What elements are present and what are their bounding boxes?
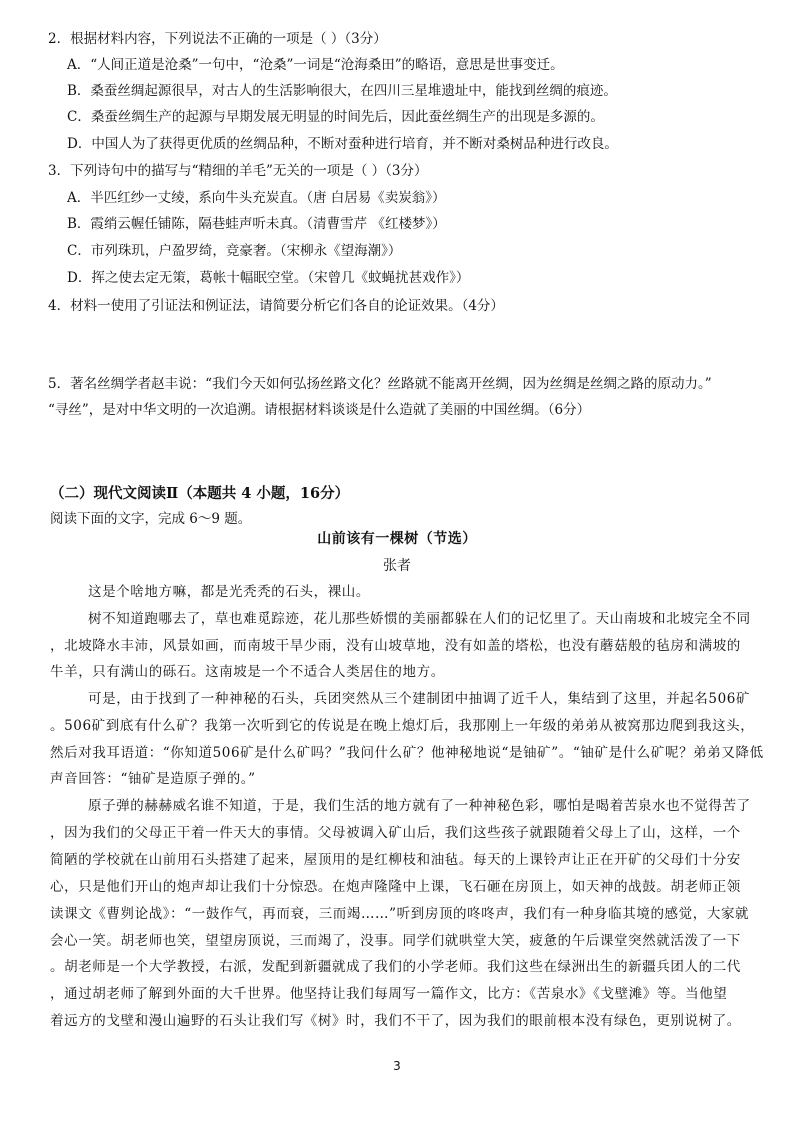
question-3-option-c: C．市列珠玑，户盈罗绮，竞豪奢。（宋柳永《望海潮》） xyxy=(67,243,402,259)
question-4: 4．材料一使用了引证法和例证法，请简要分析它们各自的论证效果。（4分） xyxy=(48,298,504,314)
passage-line: 声音回答：“铀矿是造原子弹的。” xyxy=(50,771,256,787)
passage-title: 山前该有一棵树（节选） xyxy=(317,531,477,547)
passage-line: ，因为我们的父母正干着一件天大的事情。父母被调入矿山后，我们这些孩子就跟随着父母上了山，这样，一个 xyxy=(50,825,741,841)
section-instructions: 阅读下面的文字，完成 6～9 题。 xyxy=(50,511,252,527)
question-2-option-a: A．“人间正道是沧桑”一句中，“沧桑”一词是“沧海桑田”的略语，意思是世事变迁。 xyxy=(67,57,564,73)
question-2-stem: 2．根据材料内容，下列说法不正确的一项是（ ）（3分） xyxy=(48,31,387,47)
question-2-option-d: D．中国人为了获得更优质的丝绸品种，不断对蚕种进行培育，并不断对桑树品种进行改良。 xyxy=(67,136,618,152)
question-2-option-b: B．桑蚕丝绸起源很早，对古人的生活影响很大，在四川三星堆遗址中，能找到丝绸的痕迹。 xyxy=(67,83,617,99)
question-2-option-c: C．桑蚕丝绸生产的起源与早期发展无明显的时间先后，因此蚕丝绸生产的出现是多源的。 xyxy=(67,109,604,125)
passage-line: 牛羊，只有满山的砾石。这南坡是一个不适合人类居住的地方。 xyxy=(50,664,445,680)
passage-line: ，通过胡老师了解到外面的大千世界。他坚持让我们每周写一篇作文，比方：《苦泉水》《戈壁滩》等。当他望 xyxy=(50,986,728,1002)
passage-line: 。506矿到底有什么矿？我第一次听到它的传说是在晚上熄灯后，我那刚上一年级的弟弟从被窝那边爬到我这头， xyxy=(50,718,755,734)
passage-line: 心，只是他们开山的炮声却让我们十分惊恐。在炮声隆隆中上课，飞石砸在房顶上，如天神的战鼓。胡老师正领 xyxy=(50,879,741,895)
passage-line: 读课文《曹刿论战》：“一鼓作气，再而衰，三而竭……”听到房顶的咚咚声，我们有一种身临其境的感觉，大家就 xyxy=(50,906,750,922)
question-3-option-b: B．霞绡云幄任铺陈，隔巷蛙声听未真。（清曹雪芹 《红楼梦》） xyxy=(67,216,446,232)
passage-line: 简陋的学校就在山前用石头搭建了起来，屋顶用的是红柳枝和油毡。每天的上课铃声让正在开矿的父母们十分安 xyxy=(50,852,741,868)
passage-line: 然后对我耳语道：“你知道506矿是什么矿吗？”我问什么矿？他神秘地说“是铀矿”。“铀矿是什么矿呢？弟弟又降低 xyxy=(50,745,764,761)
passage-author: 张者 xyxy=(383,558,411,574)
question-3-option-a: A．半匹红纱一丈绫，系向牛头充炭直。（唐 白居易《卖炭翁》） xyxy=(67,190,446,206)
page-number: 3 xyxy=(393,1059,401,1073)
passage-line: 着远方的戈壁和漫山遍野的石头让我们写《树》时，我们不干了，因为我们的眼前根本没有绿色，更别说树了。 xyxy=(50,1013,741,1029)
passage-line: 这是个啥地方嘛，都是光秃秃的石头，裸山。 xyxy=(88,584,370,600)
passage-line: ，北坡降水丰沛，风景如画，而南坡干旱少雨，没有山坡草地，没有如盖的塔松，也没有蘑菇般的毡房和满坡的 xyxy=(50,638,741,654)
question-3-option-d: D．挥之使去定无策，葛帐十幅眠空堂。（宋曾几《蚊蝇扰甚戏作》） xyxy=(67,270,470,286)
passage-line: 会心一笑。胡老师也笑，望望房顶说，三而竭了，没事。同学们就哄堂大笑，疲惫的午后课堂突然就活泼了一下 xyxy=(50,933,741,949)
section-heading: （二）现代文阅读Ⅱ（本题共 4 小题，16分） xyxy=(50,485,350,502)
question-3-stem: 3．下列诗句中的描写与“精细的羊毛”无关的一项是（ ）（3分） xyxy=(48,163,428,179)
passage-line: 可是，由于找到了一种神秘的石头，兵团突然从三个建制团中抽调了近千人，集结到了这里，并起名506矿 xyxy=(88,691,751,707)
passage-line: 树不知道跑哪去了，草也难觅踪迹，花儿那些娇惯的美丽都躲在人们的记忆里了。天山南坡和北坡完全不同 xyxy=(88,611,751,627)
passage-line: 。胡老师是一个大学教授，右派，发配到新疆就成了我们的小学老师。我们这些在绿洲出生的新疆兵团人的二代 xyxy=(50,959,741,975)
passage-line: 原子弹的赫赫威名谁不知道，于是，我们生活的地方就有了一种神秘色彩，哪怕是喝着苦泉水也不觉得苦了 xyxy=(88,798,751,814)
question-5-line-2: “寻丝”，是对中华文明的一次追溯。请根据材料谈谈是什么造就了美丽的中国丝绸。（6分） xyxy=(48,402,591,418)
question-5-line-1: 5．著名丝绸学者赵丰说：“我们今天如何弘扬丝路文化？丝路就不能离开丝绸，因为丝绸是丝绸之路的原动力。” xyxy=(48,376,712,392)
